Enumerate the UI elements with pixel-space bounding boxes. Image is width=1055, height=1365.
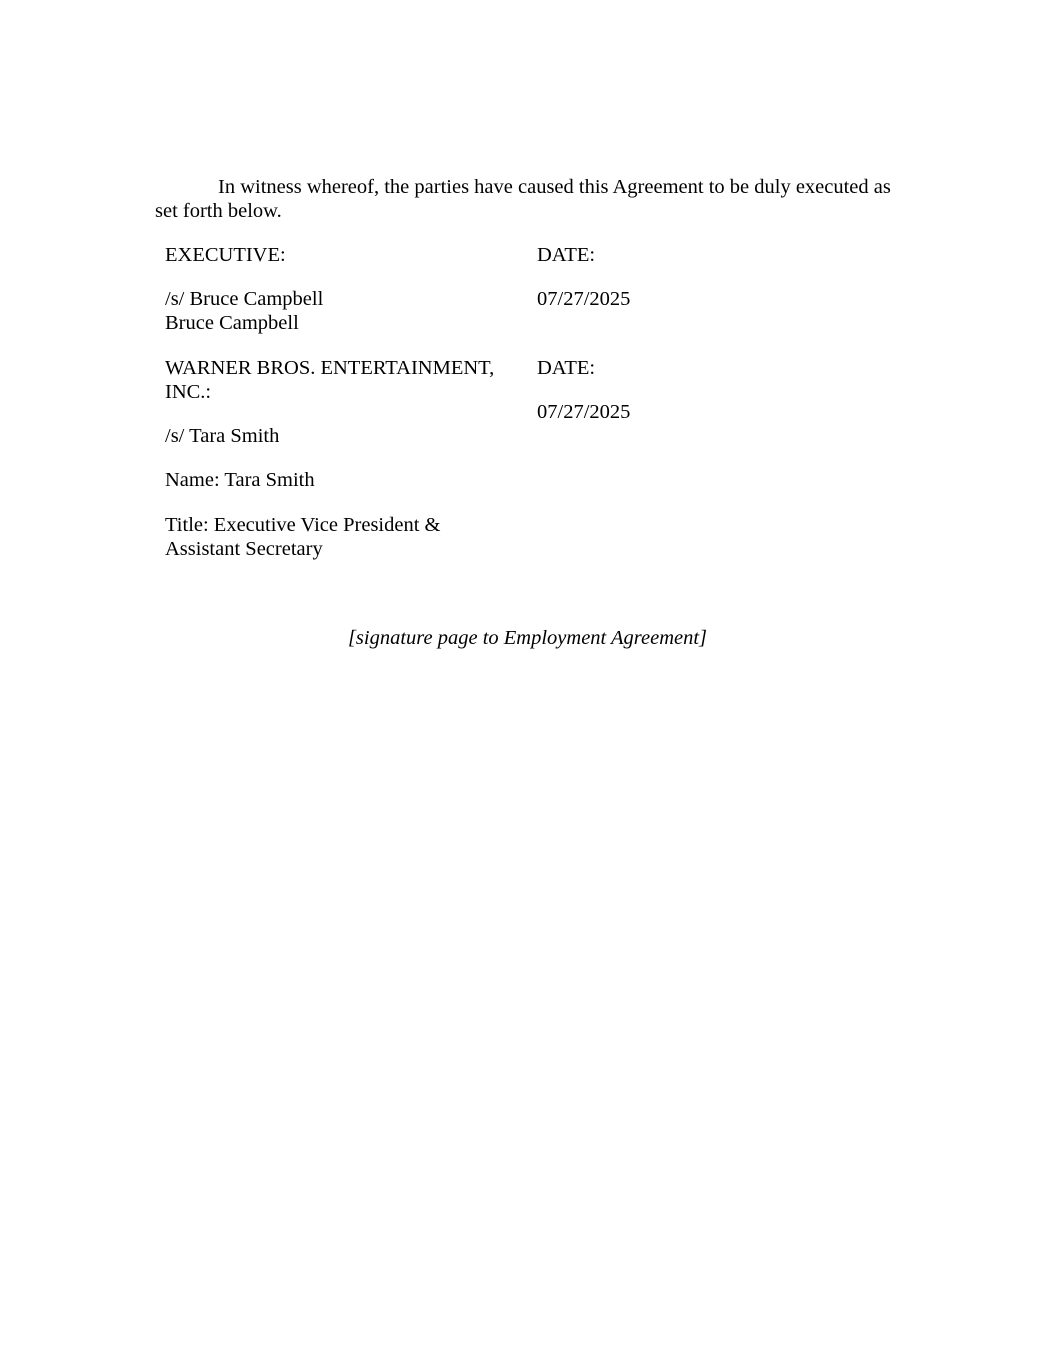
company-signature: /s/ Tara Smith	[165, 425, 280, 447]
executive-label: EXECUTIVE:	[165, 244, 286, 266]
witness-paragraph-line-2: set forth below.	[155, 200, 282, 222]
witness-paragraph-line-1: In witness whereof, the parties have caused this Agreement to be duly executed as	[218, 176, 891, 198]
company-date-label: DATE:	[537, 357, 596, 379]
company-date-value: 07/27/2025	[537, 401, 631, 423]
company-label-line-1: WARNER BROS. ENTERTAINMENT,	[165, 357, 495, 379]
executive-printed-name: Bruce Campbell	[165, 312, 299, 334]
company-signer-title-line-1: Title: Executive Vice President &	[165, 514, 441, 536]
company-signer-title-line-2: Assistant Secretary	[165, 538, 323, 560]
executive-date-value: 07/27/2025	[537, 288, 631, 310]
company-label-line-2: INC.:	[165, 381, 212, 403]
signature-page-caption: [signature page to Employment Agreement]	[347, 627, 708, 649]
executive-signature: /s/ Bruce Campbell	[165, 288, 324, 310]
company-signer-name: Name: Tara Smith	[165, 469, 315, 491]
executive-date-label: DATE:	[537, 244, 596, 266]
